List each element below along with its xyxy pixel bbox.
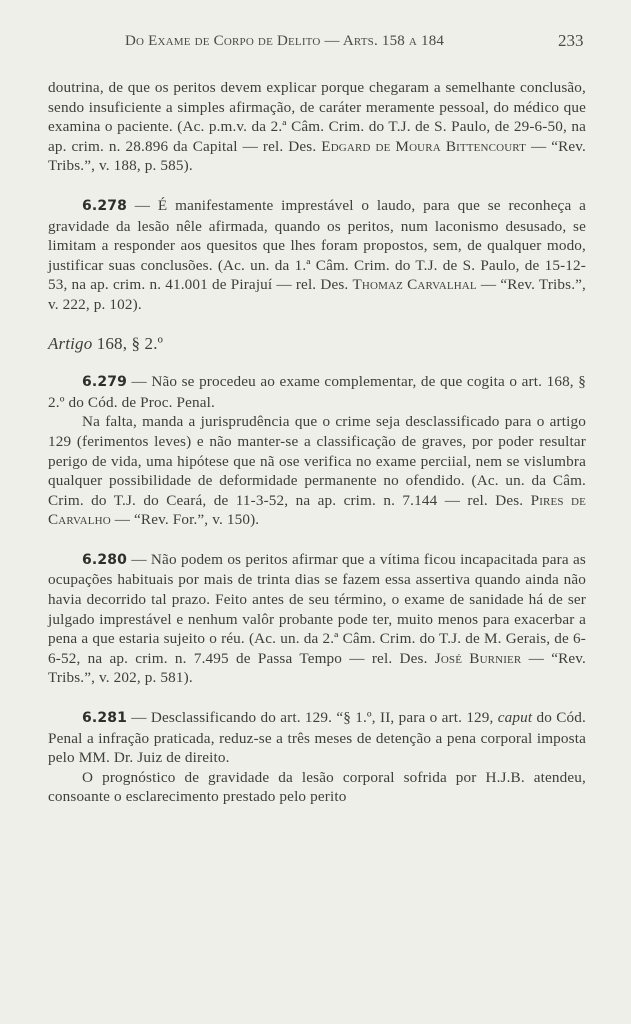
page-body — [48, 78, 586, 807]
citation-tail: — “Rev. Tribs.”, v. 202, p. 581). — [48, 649, 586, 687]
entry-6281 — [48, 708, 586, 768]
entry-6279 — [48, 372, 586, 412]
judge-name: Thomaz Carvalhal — [352, 276, 477, 294]
entry-number: 6.281 — [82, 710, 128, 727]
entry-6281-paragraph-2 — [48, 768, 586, 807]
entry-number: 6.278 — [82, 197, 128, 214]
continuation-paragraph — [48, 78, 586, 176]
entry-6278 — [48, 196, 586, 315]
entry-number: 6.280 — [82, 551, 128, 568]
citation-tail: — “Rev. For.”, v. 150). — [110, 511, 260, 529]
entry-text: — Desclassificando do art. 129. “§ 1.º, II, para o art. 129, — [127, 709, 498, 727]
section-heading-italic: Artigo — [48, 333, 93, 353]
judge-name: Pires de Carvalho — [48, 491, 586, 529]
judge-name: Edgard de Moura Bittencourt — [321, 137, 526, 155]
section-heading — [48, 334, 586, 354]
italic-term: caput — [497, 709, 533, 727]
entry-6279-paragraph-2 — [48, 412, 586, 530]
entry-text: — Não podem os peritos afirmar que a vítima ficou incapacitada para as ocupações habituais por mais de trinta dias se fazem essa assertiva quando ainda não havia decorrido tal prazo. Feito antes de seu término, o exame de sanidade há de ser julgado imprestável e nenhum valôr probante pode ter, muito menos para exacerbar a pena a que estaria sujeito o réu. (Ac. un. da 2.ª Câm. Crim. do T.J. de M. Gerais, de 6-6-52, na ap. crim. n. 7.495 de Passa Tempo — rel. Des. — [48, 550, 586, 667]
entry-text: do Cód. Penal a infração praticada, reduz-se a três meses de detenção a pena corporal imposta pelo MM. Dr. Juiz de direito. — [48, 709, 586, 767]
citation-tail: — “Rev. Tribs.”, v. 188, p. 585). — [48, 137, 587, 175]
running-title: Do Exame de Corpo de Delito — Arts. 158 a 184 — [125, 33, 445, 49]
entry-text: — Não se procedeu ao exame complementar, de que cogita o art. 168, § 2.º do Cód. de Proc. Penal. — [48, 373, 586, 411]
continuation-text: doutrina, de que os peritos devem explicar porque chegaram a semelhante conclusão, sendo insuficiente a simples afirmação, de caráter meramente pessoal, do médico que examina o paciente. (Ac. p.m.v. da 2.ª Câm. Crim. do T.J. de S. Paulo, de 29-6-50, na ap. crim. n. 28.896 da Capital — rel. Des. — [48, 79, 586, 155]
entry-text: Na falta, manda a jurisprudência que o crime seja desclassificado para o artigo 129 (ferimentos leves) e não manter-se a classificação de graves, por poder resultar perigo de vida, uma hipótese que nã ose verifica no exame perciial, nem se vislumbra qualquer possibilidade de deformidade permanente no ofendido. (Ac. un. da Câm. Crim. do T.J. do Ceará, de 11-3-52, na ap. crim. n. 7.144 — rel. Des. — [48, 413, 586, 509]
entry-number: 6.279 — [82, 374, 128, 391]
entry-text: O prognóstico de gravidade da lesão corporal sofrida por H.J.B. atendeu, consoante o esclarecimento prestado pelo perito — [48, 768, 586, 806]
page-number: 233 — [558, 31, 584, 50]
running-header — [0, 33, 631, 55]
judge-name: José Burnier — [434, 649, 522, 667]
section-heading-rest: 168, § 2.º — [92, 333, 164, 353]
entry-text: — É manifestamente imprestável o laudo, para que se reconheça a gravidade da lesão nêle afirmada, quando os peritos, num laconismo desusado, se limitam a responder aos quesitos que lhes foram propostos, sem, de qualquer modo, justificar suas conclusões. (Ac. un. da 1.ª Câm. Crim. do T.J. de S. Paulo, de 15-12-53, na ap. crim. n. 41.001 de Pirajuí — rel. Des. — [48, 196, 586, 294]
citation-tail: — “Rev. Tribs.”, v. 222, p. 102). — [48, 276, 586, 313]
entry-6280 — [48, 550, 586, 688]
